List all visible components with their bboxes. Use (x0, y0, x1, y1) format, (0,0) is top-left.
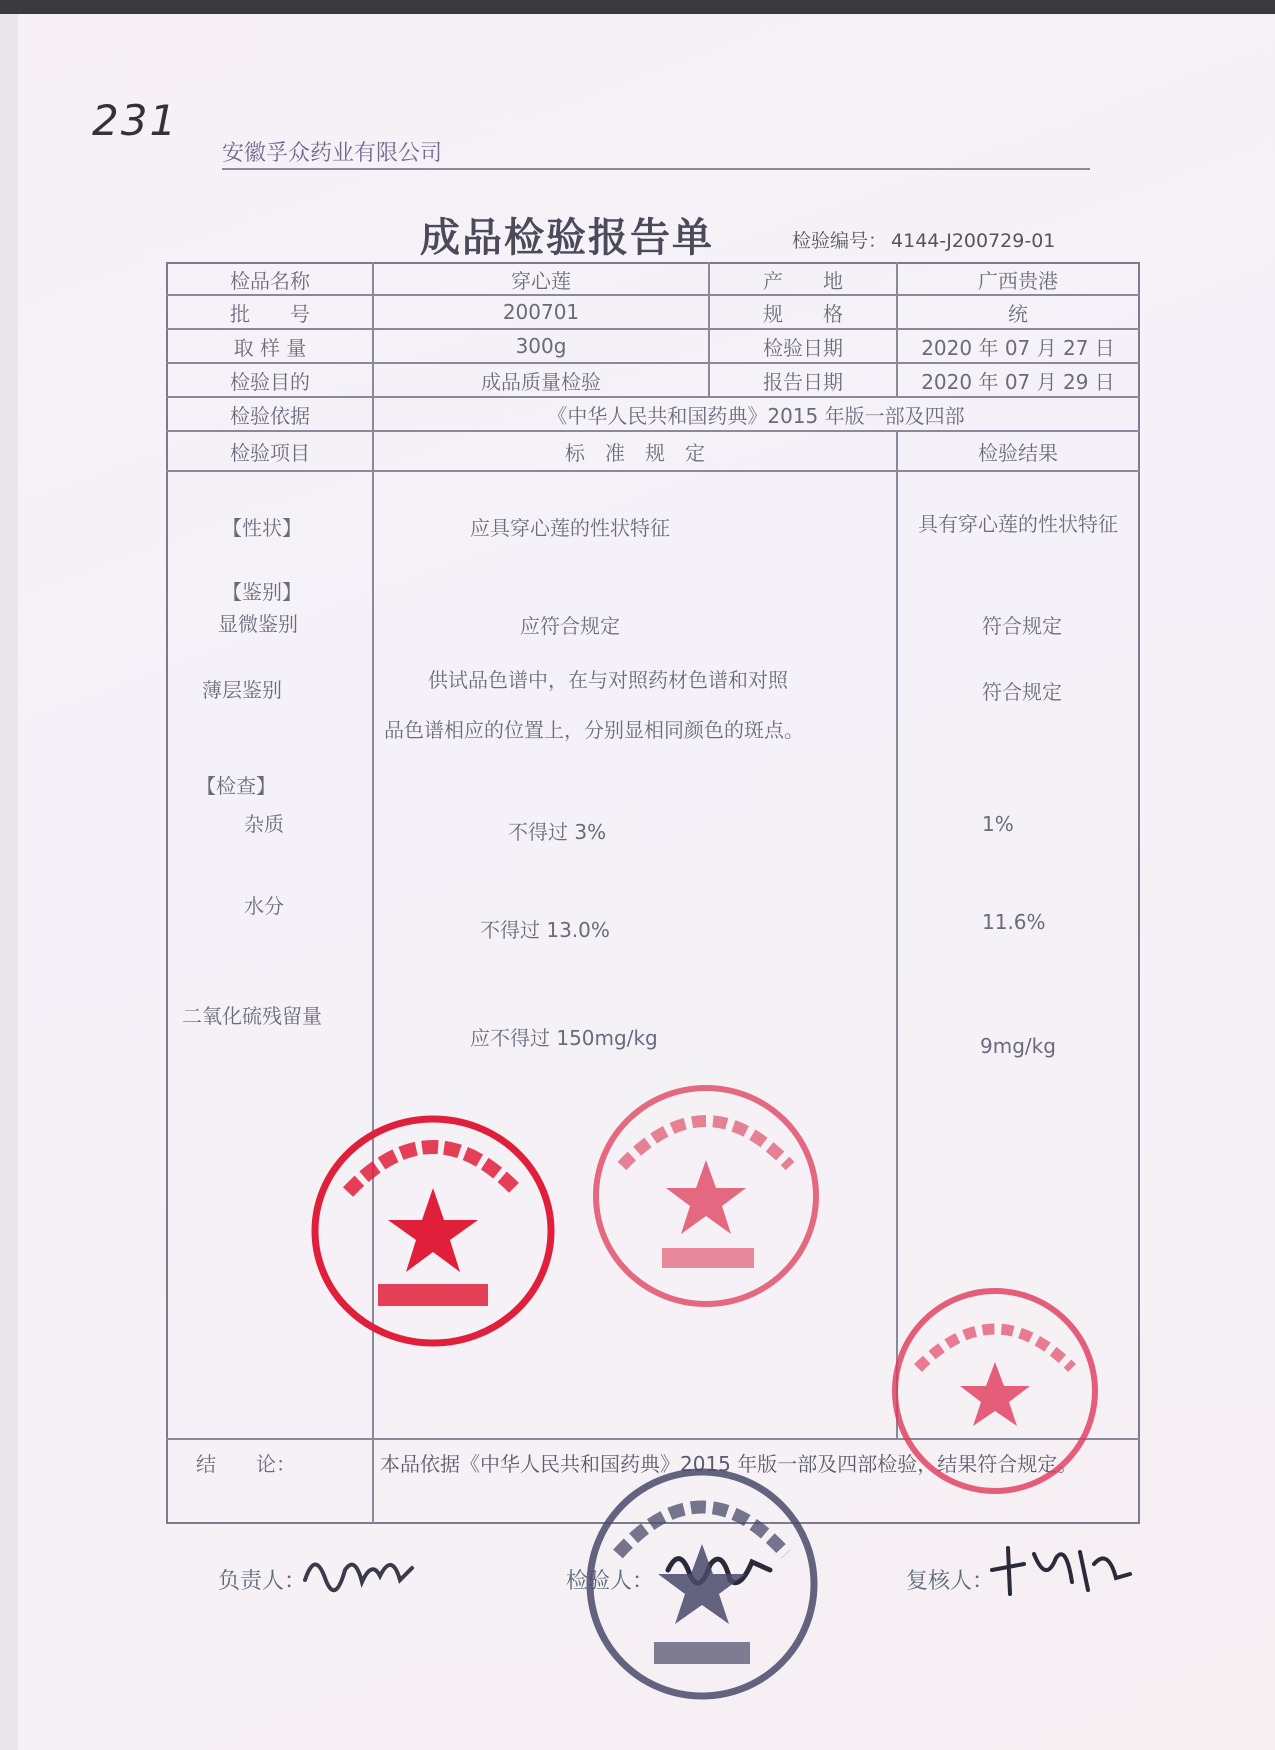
microscopic-result: 符合规定 (982, 614, 1062, 638)
impurity-label: 杂质 (244, 812, 284, 836)
test-date-value: 2020 年 07 月 27 日 (921, 335, 1115, 360)
handwritten-page-number: 231 (92, 96, 179, 145)
spec-label: 规 格 (763, 301, 843, 326)
so2-standard: 应不得过 150mg/kg (470, 1026, 658, 1050)
report-number-label: 检验编号： (792, 230, 888, 252)
responsible-signature (300, 1540, 420, 1600)
character-label: 【性状】 (222, 516, 302, 540)
origin-label: 产 地 (763, 268, 843, 293)
conclusion-text: 本品依据《中华人民共和国药典》2015 年版一部及四部检验，结果符合规定。 (380, 1452, 1078, 1476)
reviewer-label: 复核人： (906, 1569, 995, 1594)
moisture-standard: 不得过 13.0% (480, 918, 610, 942)
sample-value: 300g (515, 334, 567, 358)
stamp-longteng-quality-dept (308, 1112, 558, 1350)
purpose-label: 检验目的 (230, 369, 310, 394)
reviewer-signature (984, 1534, 1134, 1604)
company-header: 安徽孚众药业有限公司 (222, 141, 443, 166)
purpose-value: 成品质量检验 (481, 369, 601, 394)
batch-value: 200701 (502, 300, 580, 324)
basis-value: 《中华人民共和国药典》2015 年版一部及四部 (547, 403, 965, 428)
moisture-label: 水分 (244, 894, 284, 918)
character-result: 具有穿心莲的性状特征 (918, 512, 1118, 536)
tlc-label: 薄层鉴别 (202, 678, 282, 702)
standard-header: 标 准 规 定 (565, 440, 705, 465)
table-rule (166, 470, 1140, 472)
table-rule (896, 430, 898, 1438)
tlc-standard-line1: 供试品色谱中，在与对照药材色谱和对照 (428, 668, 788, 692)
tlc-result: 符合规定 (982, 680, 1062, 704)
microscopic-label: 显微鉴别 (218, 612, 298, 636)
origin-value: 广西贵港 (978, 268, 1058, 293)
report-number (788, 226, 1055, 253)
identification-label: 【鉴别】 (222, 580, 302, 604)
impurity-result: 1% (982, 812, 1014, 836)
check-label: 【检查】 (196, 774, 276, 798)
test-date-label: 检验日期 (763, 335, 843, 360)
impurity-standard: 不得过 3% (508, 820, 607, 844)
spec-value: 统 (1008, 301, 1028, 326)
inspector-label: 检验人： (566, 1569, 655, 1594)
conclusion-label: 结 论： (196, 1452, 296, 1476)
batch-label: 批 号 (230, 301, 310, 326)
report-number-value: 4144-J200729-01 (891, 230, 1056, 252)
stamp-quanchen-quality-dept (888, 1284, 1102, 1498)
moisture-result: 11.6% (982, 910, 1046, 934)
so2-label: 二氧化硫残留量 (182, 1004, 322, 1028)
product-name-value: 穿心莲 (511, 268, 571, 293)
responsible-label: 负责人： (218, 1569, 307, 1594)
sample-label: 取 样 量 (233, 335, 307, 360)
microscopic-standard: 应符合规定 (520, 614, 620, 638)
tlc-standard-line2: 品色谱相应的位置上，分别显相同颜色的斑点。 (384, 718, 804, 742)
report-date-label: 报告日期 (763, 369, 843, 394)
scan-edge (0, 0, 1275, 14)
product-name-label: 检品名称 (230, 268, 310, 293)
character-standard: 应具穿心莲的性状特征 (470, 516, 670, 540)
header-rule (222, 168, 1090, 170)
stamp-fuzhong-inspection (588, 1080, 824, 1312)
result-header: 检验结果 (978, 440, 1058, 465)
stamp-fuzhong-inspection-dark (582, 1464, 822, 1704)
report-date-value: 2020 年 07 月 29 日 (921, 369, 1115, 394)
basis-label: 检验依据 (230, 403, 310, 428)
items-header: 检验项目 (230, 440, 310, 465)
so2-result: 9mg/kg (980, 1034, 1056, 1058)
document-title: 成品检验报告单 (420, 215, 714, 261)
